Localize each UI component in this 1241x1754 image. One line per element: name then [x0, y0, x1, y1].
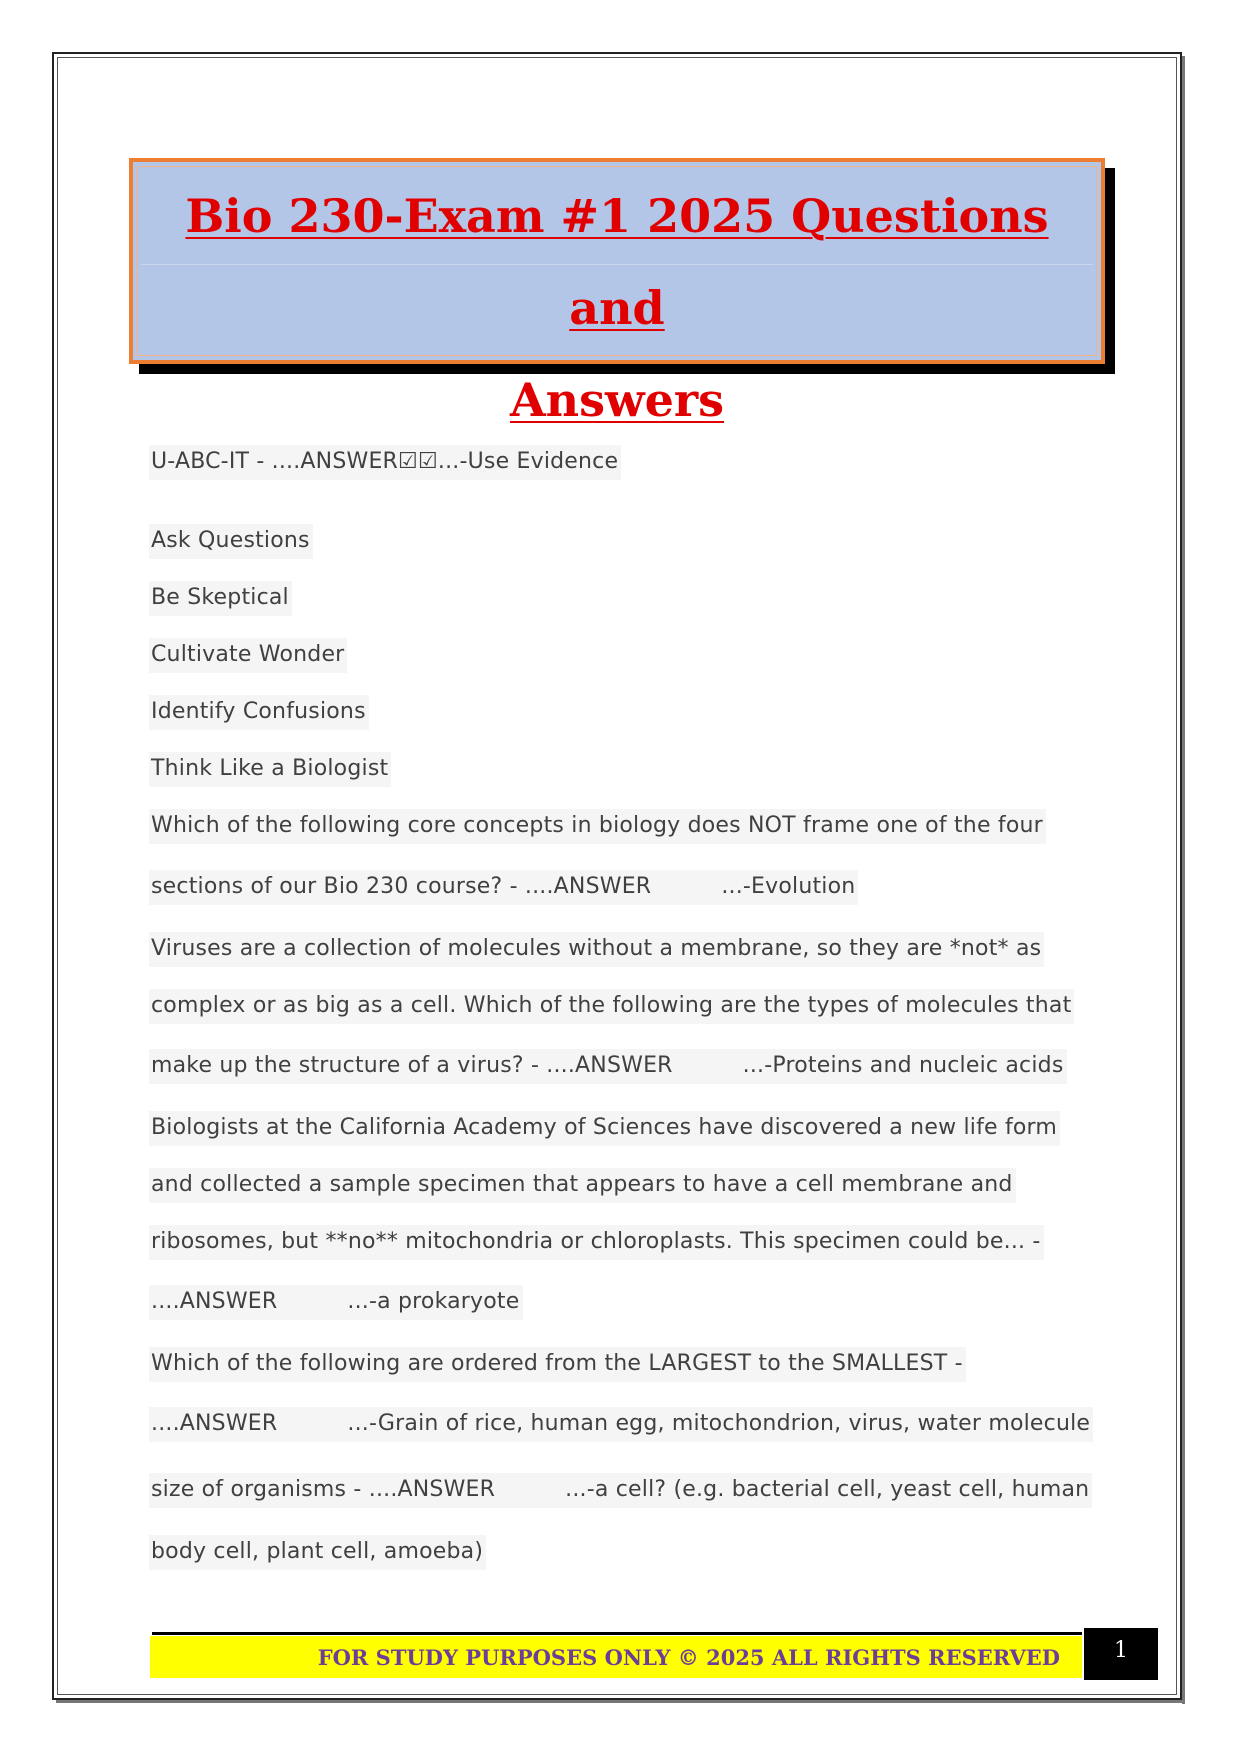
- footer-rule: [152, 1632, 1082, 1635]
- qa-line: complex or as big as a cell. Which of the following are the types of molecules that: [149, 989, 1074, 1024]
- question-text: ....ANSWER: [151, 1289, 278, 1314]
- page-number: 1: [1084, 1628, 1158, 1680]
- qa-line: Think Like a Biologist: [149, 752, 391, 787]
- qa-line: body cell, plant cell, amoeba): [149, 1535, 486, 1570]
- question-text: make up the structure of a virus? - ....ANSWER: [151, 1053, 673, 1078]
- qa-line: Which of the following core concepts in biology does NOT frame one of the four: [149, 809, 1046, 844]
- question-text: size of organisms - ....ANSWER: [151, 1477, 496, 1502]
- answer-text: ...-a cell? (e.g. bacterial cell, yeast cell, human: [565, 1477, 1090, 1502]
- title-box: [129, 158, 1105, 427]
- page-shadow-bottom: [56, 1700, 1185, 1703]
- qa-line: [149, 870, 858, 905]
- qa-line: Ask Questions: [149, 524, 313, 559]
- qa-line: Biologists at the California Academy of Sciences have discovered a new life form: [149, 1111, 1060, 1146]
- qa-line: [149, 1473, 1092, 1508]
- qa-line: Which of the following are ordered from the LARGEST to the SMALLEST -: [149, 1347, 966, 1382]
- question-text: ....ANSWER: [151, 1411, 278, 1436]
- title-line-1: Bio 230-Exam #1 2025 Questions and: [185, 189, 1049, 335]
- qa-line: Viruses are a collection of molecules without a membrane, so they are *not* as: [149, 932, 1044, 967]
- answer-text: ...-Grain of rice, human egg, mitochondrion, virus, water molecule: [347, 1411, 1091, 1436]
- qa-line: [149, 1049, 1067, 1084]
- footer-notice: FOR STUDY PURPOSES ONLY © 2025 ALL RIGHTS RESERVED: [150, 1636, 1082, 1678]
- answer-text: ...-a prokaryote: [347, 1289, 520, 1314]
- qa-line: Cultivate Wonder: [149, 638, 347, 673]
- qa-line: ribosomes, but **no** mitochondria or chloroplasts. This specimen could be... -: [149, 1225, 1044, 1260]
- answer-text: ...-Proteins and nucleic acids: [742, 1053, 1064, 1078]
- answer-text: ...-Evolution: [721, 874, 856, 899]
- qa-line: U-ABC-IT - ....ANSWER☑☑...-Use Evidence: [149, 445, 621, 480]
- qa-line: [149, 1407, 1093, 1442]
- qa-line: Identify Confusions: [149, 695, 369, 730]
- page-title: [133, 170, 1101, 446]
- page-shadow-right: [1182, 56, 1185, 1704]
- qa-line: Be Skeptical: [149, 581, 292, 616]
- qa-line: [149, 1285, 523, 1320]
- question-text: sections of our Bio 230 course? - ....ANSWER: [151, 874, 652, 899]
- title-line-2: Answers: [509, 373, 725, 427]
- qa-line: and collected a sample specimen that appears to have a cell membrane and: [149, 1168, 1016, 1203]
